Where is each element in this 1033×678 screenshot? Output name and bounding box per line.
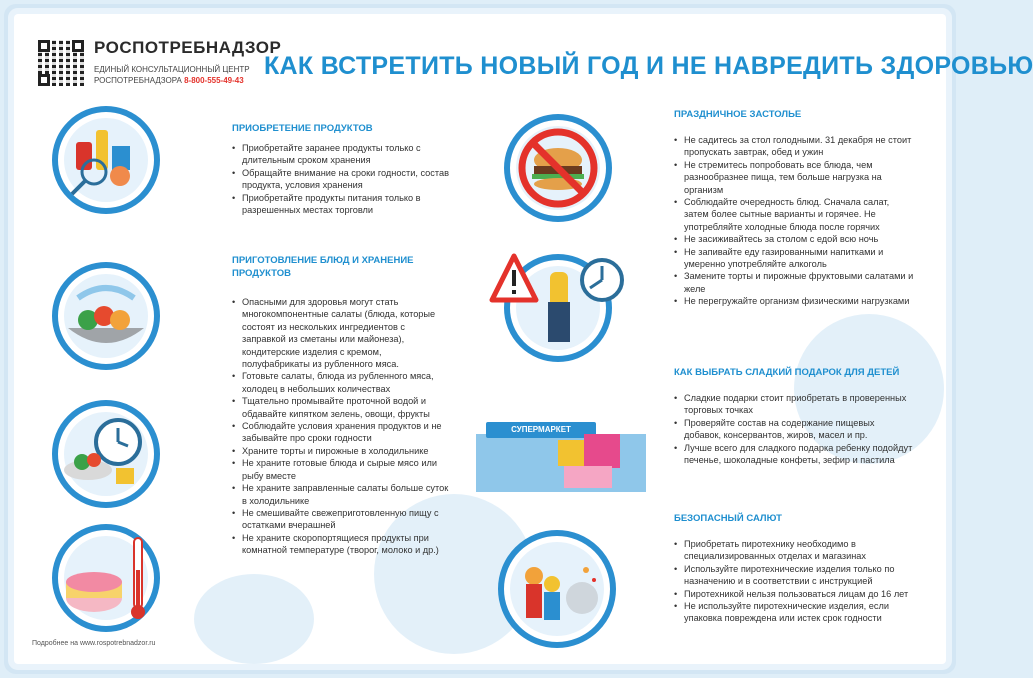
list-item: • Замените торты и пирожные фруктовыми салатами и желе — [674, 270, 914, 295]
fireworks-list — [674, 538, 920, 625]
list-item: • Готовьте салаты, блюда из рубленного мяса, холодец в небольших количествах — [232, 370, 450, 395]
list-item: • Опасными для здоровья могут стать многокомпонентные салаты (блюда, которые состоят из нескольких ингредиентов с заправкой из сметаны или майонеза), кондитерские изделия с кремом, полуфабрикаты из рубленного мяса. — [232, 296, 450, 370]
list-item: • Используйте пиротехнические изделия только по назначению и в соответствии с инструкцией — [674, 563, 920, 588]
list-item: • Не храните скоропортящиеся продукты при комнатной температуре (творог, молоко и др.) — [232, 532, 450, 557]
purchase-list — [232, 142, 452, 216]
sub-line-2: РОСПОТРЕБНАДЗОРА — [94, 76, 182, 85]
brand-subtitle — [94, 64, 250, 86]
list-item: • Не засиживайтесь за столом с едой всю ночь — [674, 233, 914, 245]
list-item: • Храните торты и пирожные в холодильнике — [232, 445, 450, 457]
cake-thermometer-icon — [52, 524, 160, 632]
cooking-heading — [232, 254, 414, 280]
groceries-icon — [52, 106, 160, 214]
list-item: • Не храните заправленные салаты больше суток в холодильнике — [232, 482, 450, 507]
sub-line-1: ЕДИНЫЙ КОНСУЛЬТАЦИОННЫЙ ЦЕНТР — [94, 65, 250, 74]
list-item: • Сладкие подарки стоит приобретать в проверенных торговых точках — [674, 392, 914, 417]
cooking-list — [232, 296, 450, 557]
supermarket-icon — [476, 416, 646, 496]
snow-decoration — [194, 574, 314, 664]
gift-list — [674, 392, 914, 466]
list-item: • Лучше всего для сладкого подарка ребенку подойдут печенье, шоколадные конфеты, зефир и пастила — [674, 442, 914, 467]
list-item: • Не смешивайте свежеприготовленную пищу с остатками вчерашней — [232, 507, 450, 532]
list-item: • Приобретайте продукты питания только в разрешенных местах торговли — [232, 192, 452, 217]
cooking-heading-line-1: ПРИГОТОВЛЕНИЕ БЛЮД И ХРАНЕНИЕ — [232, 255, 414, 266]
warning-sign-icon — [490, 252, 630, 362]
hotline-phone: 8-800-555-49-43 — [184, 76, 244, 85]
list-item: • Не запивайте еду газированными напитками и умеренно употребляйте алкоголь — [674, 246, 914, 271]
brand-name: РОСПОТРЕБНАДЗОР — [94, 38, 282, 57]
page-title: КАК ВСТРЕТИТЬ НОВЫЙ ГОД И НЕ НАВРЕДИТЬ ЗДОРОВЬЮ — [264, 52, 1033, 80]
list-item: • Соблюдайте очередность блюд. Сначала салат, затем более сытные варианты и горячее. Не употребляйте холодные блюда после горячих — [674, 196, 914, 233]
qr-code-icon — [38, 40, 84, 86]
footer-link[interactable]: Подробнее на www.rospotrebnadzor.ru — [32, 640, 156, 647]
list-item: • Не стремитесь попробовать все блюда, чем разнообразнее пища, тем больше нагрузка на организм — [674, 159, 914, 196]
clock-salad-icon — [52, 400, 160, 508]
poster — [14, 14, 1033, 664]
cooking-heading-line-2: ПРОДУКТОВ — [232, 268, 291, 279]
list-item: • Не храните готовые блюда и сырые мясо или рыбу вместе — [232, 457, 450, 482]
fireworks-heading: БЕЗОПАСНЫЙ САЛЮТ — [674, 513, 782, 524]
no-burger-icon — [504, 114, 612, 222]
list-item: • Проверяйте состав на содержание пищевых добавок, консервантов, жиров, масел и пр. — [674, 417, 914, 442]
list-item: • Тщательно промывайте проточной водой и обдавайте кипятком зелень, овощи, фрукты — [232, 395, 450, 420]
store-sign: СУПЕРМАРКЕТ — [486, 422, 596, 438]
feast-heading: ПРАЗДНИЧНОЕ ЗАСТОЛЬЕ — [674, 109, 802, 120]
list-item: • Не используйте пиротехнические изделия, если упаковка повреждена или истек срок годности — [674, 600, 920, 625]
list-item: • Пиротехникой нельзя пользоваться лицам до 16 лет — [674, 588, 920, 600]
purchase-heading: ПРИОБРЕТЕНИЕ ПРОДУКТОВ — [232, 123, 373, 134]
list-item: • Не перегружайте организм физическими нагрузками — [674, 295, 914, 307]
vegetables-icon — [52, 262, 160, 370]
gift-heading: КАК ВЫБРАТЬ СЛАДКИЙ ПОДАРОК ДЛЯ ДЕТЕЙ — [674, 367, 900, 378]
fireworks-icon — [498, 530, 616, 648]
list-item: • Обращайте внимание на сроки годности, состав продукта, условия хранения — [232, 167, 452, 192]
list-item: • Не садитесь за стол голодными. 31 декабря не стоит пропускать завтрак, обед и ужин — [674, 134, 914, 159]
feast-list — [674, 134, 914, 308]
list-item: • Соблюдайте условия хранения продуктов и не забывайте про сроки годности — [232, 420, 450, 445]
list-item: • Приобретать пиротехнику необходимо в специализированных отделах и магазинах — [674, 538, 920, 563]
list-item: • Приобретайте заранее продукты только с длительным сроком хранения — [232, 142, 452, 167]
